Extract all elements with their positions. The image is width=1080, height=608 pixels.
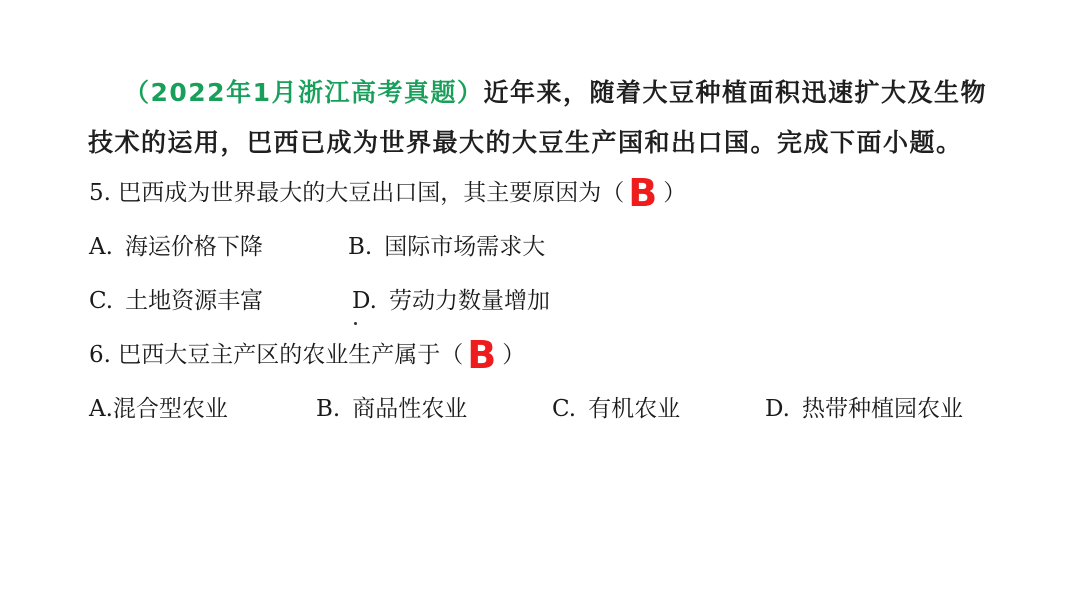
q6-option-d-text: 热带种植园农业 (801, 396, 963, 422)
question-5-close-paren: ） (663, 180, 687, 206)
intro-text: 近年来，随着大豆种植面积迅速扩大及生物技术的运用，巴西已成为世界最大的大豆生产国和出口国。完成下面小题。 (88, 78, 987, 157)
q5-option-c-text: 土地资源丰富 (125, 288, 264, 314)
q5-option-c-letter: C. (89, 288, 114, 314)
q5-option-b (348, 232, 545, 262)
question-5-answer: B (628, 171, 658, 215)
q5-option-d-text: 劳动力数量增加 (388, 288, 550, 314)
q6-option-d-letter: D. (765, 396, 790, 422)
q6-option-c-letter: C. (552, 396, 577, 422)
stray-dot (354, 322, 357, 325)
intro-paragraph (88, 68, 988, 168)
q6-option-a-letter: A. (89, 396, 113, 422)
q5-option-b-text: 国际市场需求大 (384, 234, 546, 260)
q5-option-a (89, 232, 263, 262)
q5-option-b-letter: B. (348, 234, 373, 260)
question-6-text: 6. 巴西大豆主产区的农业生产属于（ (89, 342, 464, 368)
q6-option-b-letter: B. (316, 396, 341, 422)
q5-option-d-letter: D. (352, 288, 377, 314)
q6-option-c-text: 有机农业 (588, 396, 681, 422)
q6-option-a-text: 混合型农业 (112, 396, 228, 422)
q6-option-b-text: 商品性农业 (352, 396, 468, 422)
q5-option-a-text: 海运价格下降 (124, 234, 263, 260)
question-5-stem (89, 171, 687, 215)
question-6-close-paren: ） (502, 342, 526, 368)
question-5-text: 5. 巴西成为世界最大的大豆出口国，其主要原因为（ (89, 180, 625, 206)
q6-option-b (316, 394, 467, 424)
source-tag: （2022年1月浙江高考真题） (124, 78, 484, 107)
q6-option-a (89, 394, 228, 424)
q5-option-d (352, 286, 550, 316)
question-6-stem (89, 333, 526, 377)
q6-option-d (765, 394, 963, 424)
question-6-answer: B (467, 333, 497, 377)
q5-option-a-letter: A. (89, 234, 113, 260)
q6-option-c (552, 394, 680, 424)
q5-option-c (89, 286, 263, 316)
